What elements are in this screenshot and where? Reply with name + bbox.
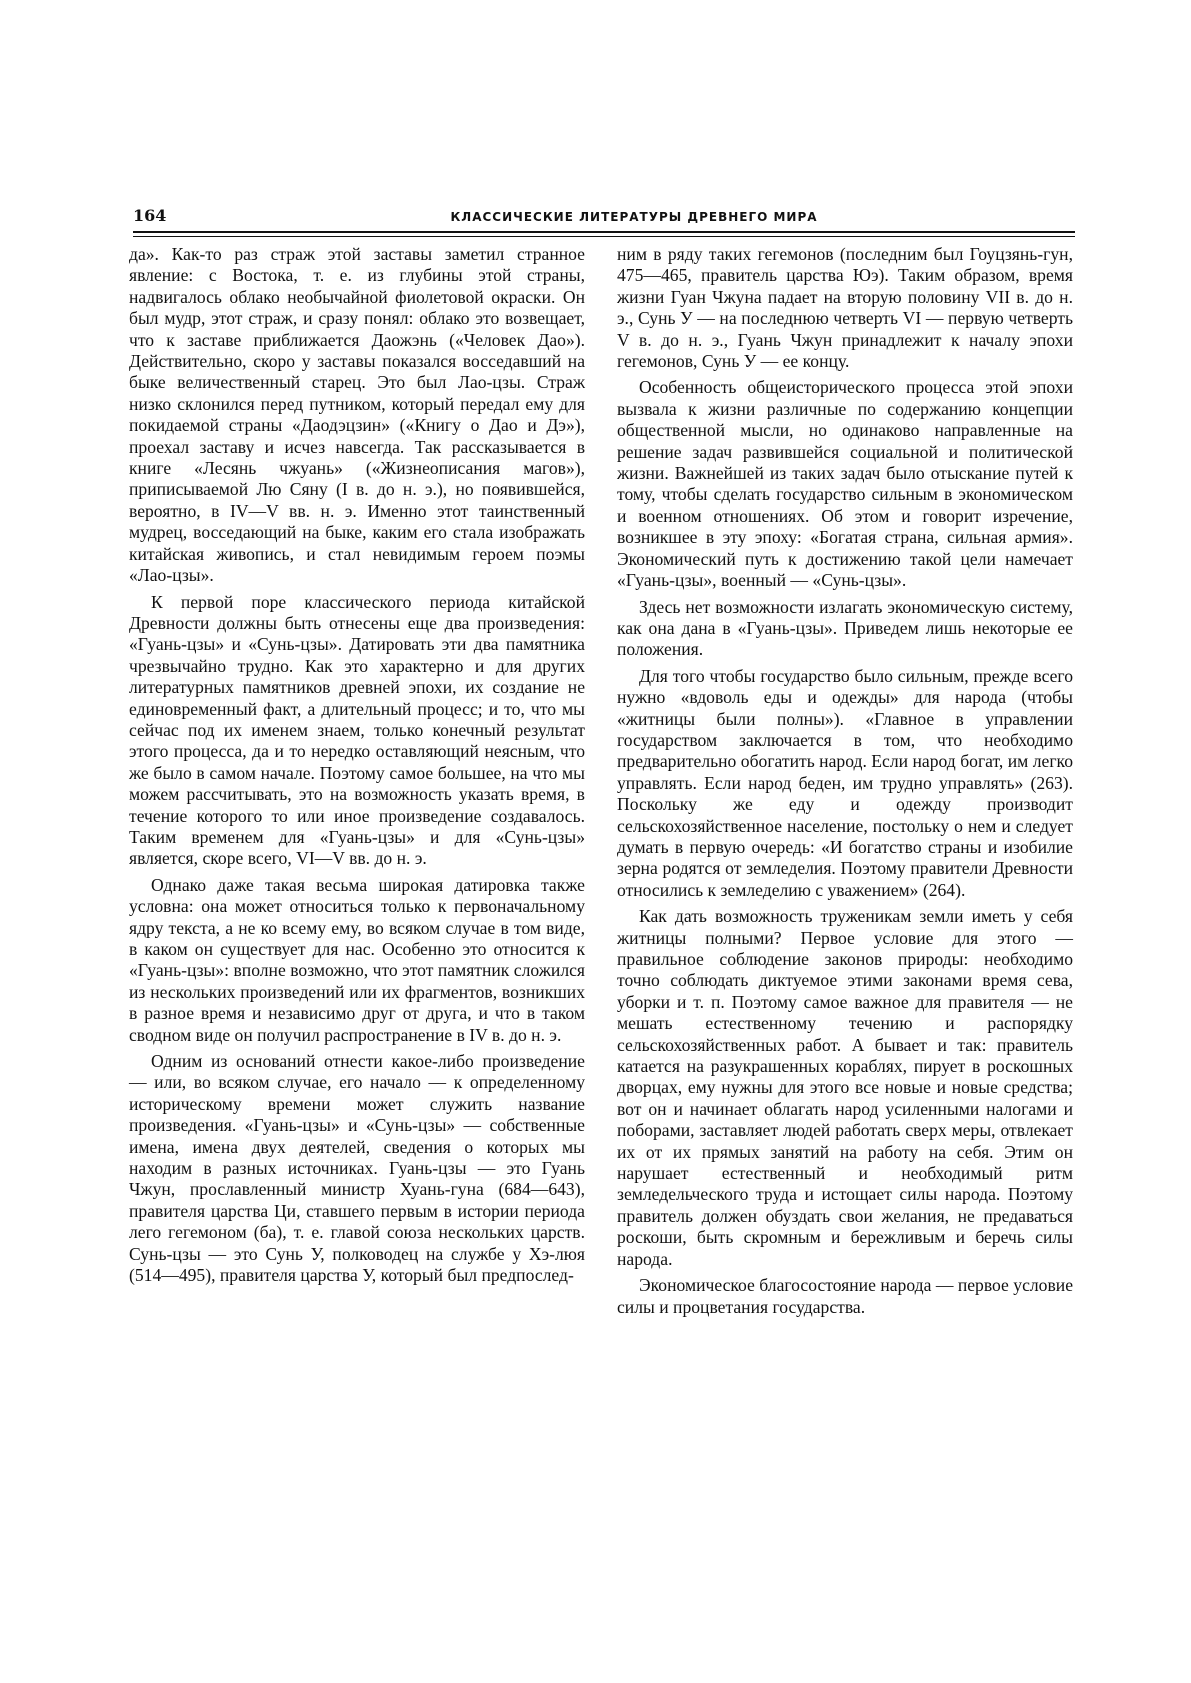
right-column <box>617 244 1073 1318</box>
page-header <box>133 206 1075 232</box>
header-rule-thick <box>133 231 1075 233</box>
paragraph: К первой поре классического периода китайской Древности должны быть отнесены еще два произведения: «Гуань-цзы» и «Сунь-цзы». Датировать эти два памятника чрезвычайно трудно. Как это характерно и для других литературных памятников древней эпохи, их создание не единовременный факт, а длительный процесс; и то, что мы сейчас под их именем знаем, только конечный результат этого процесса, да и то нередко оставляющий неясным, что же было в самом начале. Поэтому самое большее, на что мы можем рассчитывать, это на возможность указать время, в течение которого то или иное произведение создавалось. Таким временем для «Гуань-цзы» и для «Сунь-цзы» является, скоре всего, VI—V вв. до н. э. <box>129 591 585 869</box>
left-column <box>129 244 585 1287</box>
paragraph: Однако даже такая весьма широкая датировка также условна: она может относиться только к первоначальному ядру текста, а не ко всему ему, во всяком случае в том виде, в каком он существует для нас. Особенно это относится к «Гуань-цзы»: вполне возможно, что этот памятник сложился из нескольких произведений или их фрагментов, возникших в разное время и независимо друг от друга, и что в таком сводном виде он получил распространение в IV в. до н. э. <box>129 874 585 1045</box>
paragraph: Особенность общеисторического процесса этой эпохи вызвала к жизни различные по содержанию концепции общественной мысли, но одинаково направленные на решение задач развившейся социальной и политической жизни. Важнейшей из таких задач было отыскание путей к тому, чтобы сделать государство сильным в экономическом и военном отношениях. Об этом и говорит изречение, возникшее в эту эпоху: «Богатая страна, сильная армия». Экономический путь к достижению такой цели намечает «Гуань-цзы», военный — «Сунь-цзы». <box>617 377 1073 591</box>
page-number: 164 <box>133 206 167 225</box>
paragraph: ним в ряду таких гегемонов (последним был Гоуцзянь-гун, 475—465, правитель царства Юэ). Таким образом, время жизни Гуан Чжуна падает на вторую половину VII в. до н. э., Сунь У — на последнюю четверть VI — первую четверть V в. до н. э., Гуань Чжун принадлежит к началу эпохи гегемонов, Сунь У — ее концу. <box>617 244 1073 372</box>
paragraph: Как дать возможность труженикам земли иметь у себя житницы полными? Первое условие для этого — правильное соблюдение законов природы: необходимо точно соблюдать диктуемое этими законами время сева, уборки и т. п. Поэтому самое важное для правителя — не мешать естественному течению и распорядку сельскохозяйственных работ. А бывает и так: правитель катается на разукрашенных кораблях, пирует в роскошных дворцах, ему нужны для этого все новые и новые средства; вот он и начинает облагать народ усиленными налогами и поборами, заставляет людей работать сверх меры, отвлекает их от их прямых занятий на работу на себя. Этим он нарушает естественный и необходимый ритм земледельческого труда и истощает силы народа. Поэтому правитель должен обуздать свои желания, не предаваться роскоши, быть скромным и бережливым и беречь силы народа. <box>617 906 1073 1269</box>
paragraph: Экономическое благосостояние народа — первое условие силы и процветания государства. <box>617 1275 1073 1317</box>
paragraph: Одним из оснований отнести какое-либо произведение — или, во всяком случае, его начало — к определенному историческому времени может служить название произведения. «Гуань-цзы» и «Сунь-цзы» — собственные имена, имена двух деятелей, сведения о которых мы находим в разных источниках. Гуань-цзы — это Гуань Чжун, прославленный министр Хуань-гуна (684—643), правителя царства Ци, ставшего первым в истории периода лего гегемоном (ба), т. е. главой союза нескольких царств. Сунь-цзы — это Сунь У, полководец на службе у Хэ-люя (514—495), правителя царства У, который был предпослед- <box>129 1051 585 1286</box>
paragraph: да». Как-то раз страж этой заставы заметил странное явление: с Востока, т. е. из глубины этой страны, надвигалось облако необычайной фиолетовой окраски. Он был мудр, этот страж, и сразу понял: облако это возвещает, что к заставе приближается Даожэнь («Человек Дао»). Действительно, скоро у заставы показался восседавший на быке величественный старец. Это был Лао-цзы. Страж низко склонился перед путником, который передал ему для покидаемой страны «Даодэцзин» («Книгу о Дао и Дэ»), проехал заставу и исчез навсегда. Так рассказывается в книге «Лесянь чжуань» («Жизнеописания магов»), приписываемой Лю Сяну (I в. до н. э.), но появившейся, вероятно, в IV—V вв. н. э. Именно этот таинственный мудрец, восседающий на быке, каким его стала изображать китайская живопись, и стал невидимым героем поэмы «Лао-цзы». <box>129 244 585 586</box>
paragraph: Для того чтобы государство было сильным, прежде всего нужно «вдоволь еды и одежды» для народа (чтобы «житницы были полны»). «Главное в управлении государством заключается в том, что необходимо предварительно обогатить народ. Если народ богат, им легко управлять. Если народ беден, им трудно управлять» (263). Поскольку же еду и одежду производит сельскохозяйственное население, постольку о нем и следует думать в первую очередь: «И богатство страны и изобилие зерна родятся от земледелия. Поэтому правители Древности относились к земледелию с уважением» (264). <box>617 665 1073 900</box>
running-title: КЛАССИЧЕСКИЕ ЛИТЕРАТУРЫ ДРЕВНЕГО МИРА <box>450 210 818 224</box>
paragraph: Здесь нет возможности излагать экономическую систему, как она дана в «Гуань-цзы». Приведем лишь некоторые ее положения. <box>617 596 1073 660</box>
header-rule-thin <box>133 236 1075 237</box>
